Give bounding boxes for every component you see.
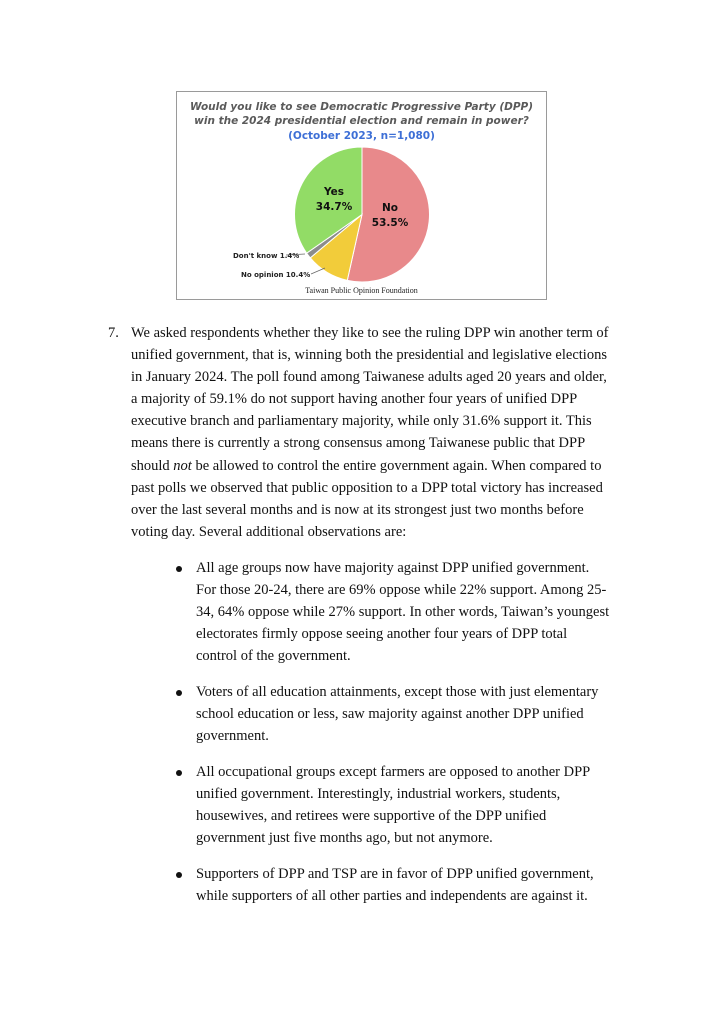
leader-line-no-opinion [311, 268, 325, 274]
emphasis-not: not [173, 457, 192, 474]
para-text: be allowed to control the entire government again. When compared to [191, 457, 602, 474]
item-number: 7. [108, 325, 119, 341]
bullet-line: government just five months ago, but not anymore. [196, 830, 493, 847]
bullet-line: electorates firmly oppose seeing another four years of DPP total [196, 626, 568, 643]
bullet-line: government. [196, 728, 269, 745]
slice-value-yes: 34.7% [315, 201, 353, 213]
chart-title-line-2: win the 2024 presidential election and remain in power? [194, 115, 529, 127]
bullet-line: housewives, and retirees were supportive of the DPP unified [196, 808, 547, 825]
para-line: We asked respondents whether they like to see the ruling DPP win another term of [131, 325, 609, 341]
slice-label-no-opinion: No opinion 10.4% [241, 271, 311, 279]
para-line: unified government, that is, winning both the presidential and legislative elections [131, 347, 607, 364]
chart-title-line-1: Would you like to see Democratic Progressive Party (DPP) [189, 101, 534, 113]
bullet-item [196, 681, 621, 747]
bullet-dot [176, 566, 182, 572]
bullet-line: All age groups now have majority against DPP unified government. [196, 560, 590, 576]
bullet-line: while supporters of all other parties and independents are against it. [196, 888, 588, 905]
para-line [131, 455, 621, 477]
bullet-dot [176, 690, 182, 696]
bullet-item [196, 761, 621, 849]
para-line: a majority of 59.1% do not support having another four years of unified DPP [131, 391, 578, 408]
para-line: in January 2024. The poll found among Taiwanese adults aged 20 years and older, [131, 369, 607, 386]
pie-chart [177, 92, 546, 299]
poll-figure [176, 91, 547, 300]
para-text: should [131, 457, 174, 474]
chart-subtitle: (October 2023, n=1,080) [288, 130, 435, 142]
bullet-dot [176, 770, 182, 776]
bullet-item [196, 863, 621, 907]
bullet-line: 34, 64% oppose while 27% support. In other words, Taiwan’s youngest [196, 604, 610, 621]
bullet-line: Supporters of DPP and TSP are in favor of DPP unified government, [196, 866, 594, 882]
bullet-line: Voters of all education attainments, except those with just elementary [196, 684, 599, 700]
para-line: past polls we observed that public opposition to a DPP total victory has increased [131, 479, 603, 496]
bullet-item [196, 557, 621, 667]
para-line: executive branch and parliamentary majority, while only 31.6% support it. This [131, 413, 592, 430]
bullet-line: All occupational groups except farmers are opposed to another DPP [196, 764, 591, 780]
para-line: means there is currently a strong consensus among Taiwanese public that DPP [131, 435, 586, 452]
bullet-line: control of the government. [196, 648, 351, 665]
slice-value-no: 53.5% [371, 217, 409, 229]
slice-label-no: No [381, 202, 399, 214]
bullet-line: unified government. Interestingly, industrial workers, students, [196, 786, 561, 803]
bullet-line: For those 20-24, there are 69% oppose while 22% support. Among 25- [196, 582, 607, 599]
bullet-line: school education or less, saw majority against another DPP unified [196, 706, 584, 723]
chart-source: Taiwan Public Opinion Foundation [305, 286, 418, 295]
para-line: over the last several months and is now at its strongest just two months before [131, 501, 584, 518]
slice-label-yes: Yes [323, 186, 345, 198]
paragraph-7 [131, 322, 621, 543]
para-line: voting day. Several additional observations are: [131, 523, 407, 540]
bullet-dot [176, 872, 182, 878]
slice-label-dont-know: Don't know 1.4% [233, 252, 300, 260]
